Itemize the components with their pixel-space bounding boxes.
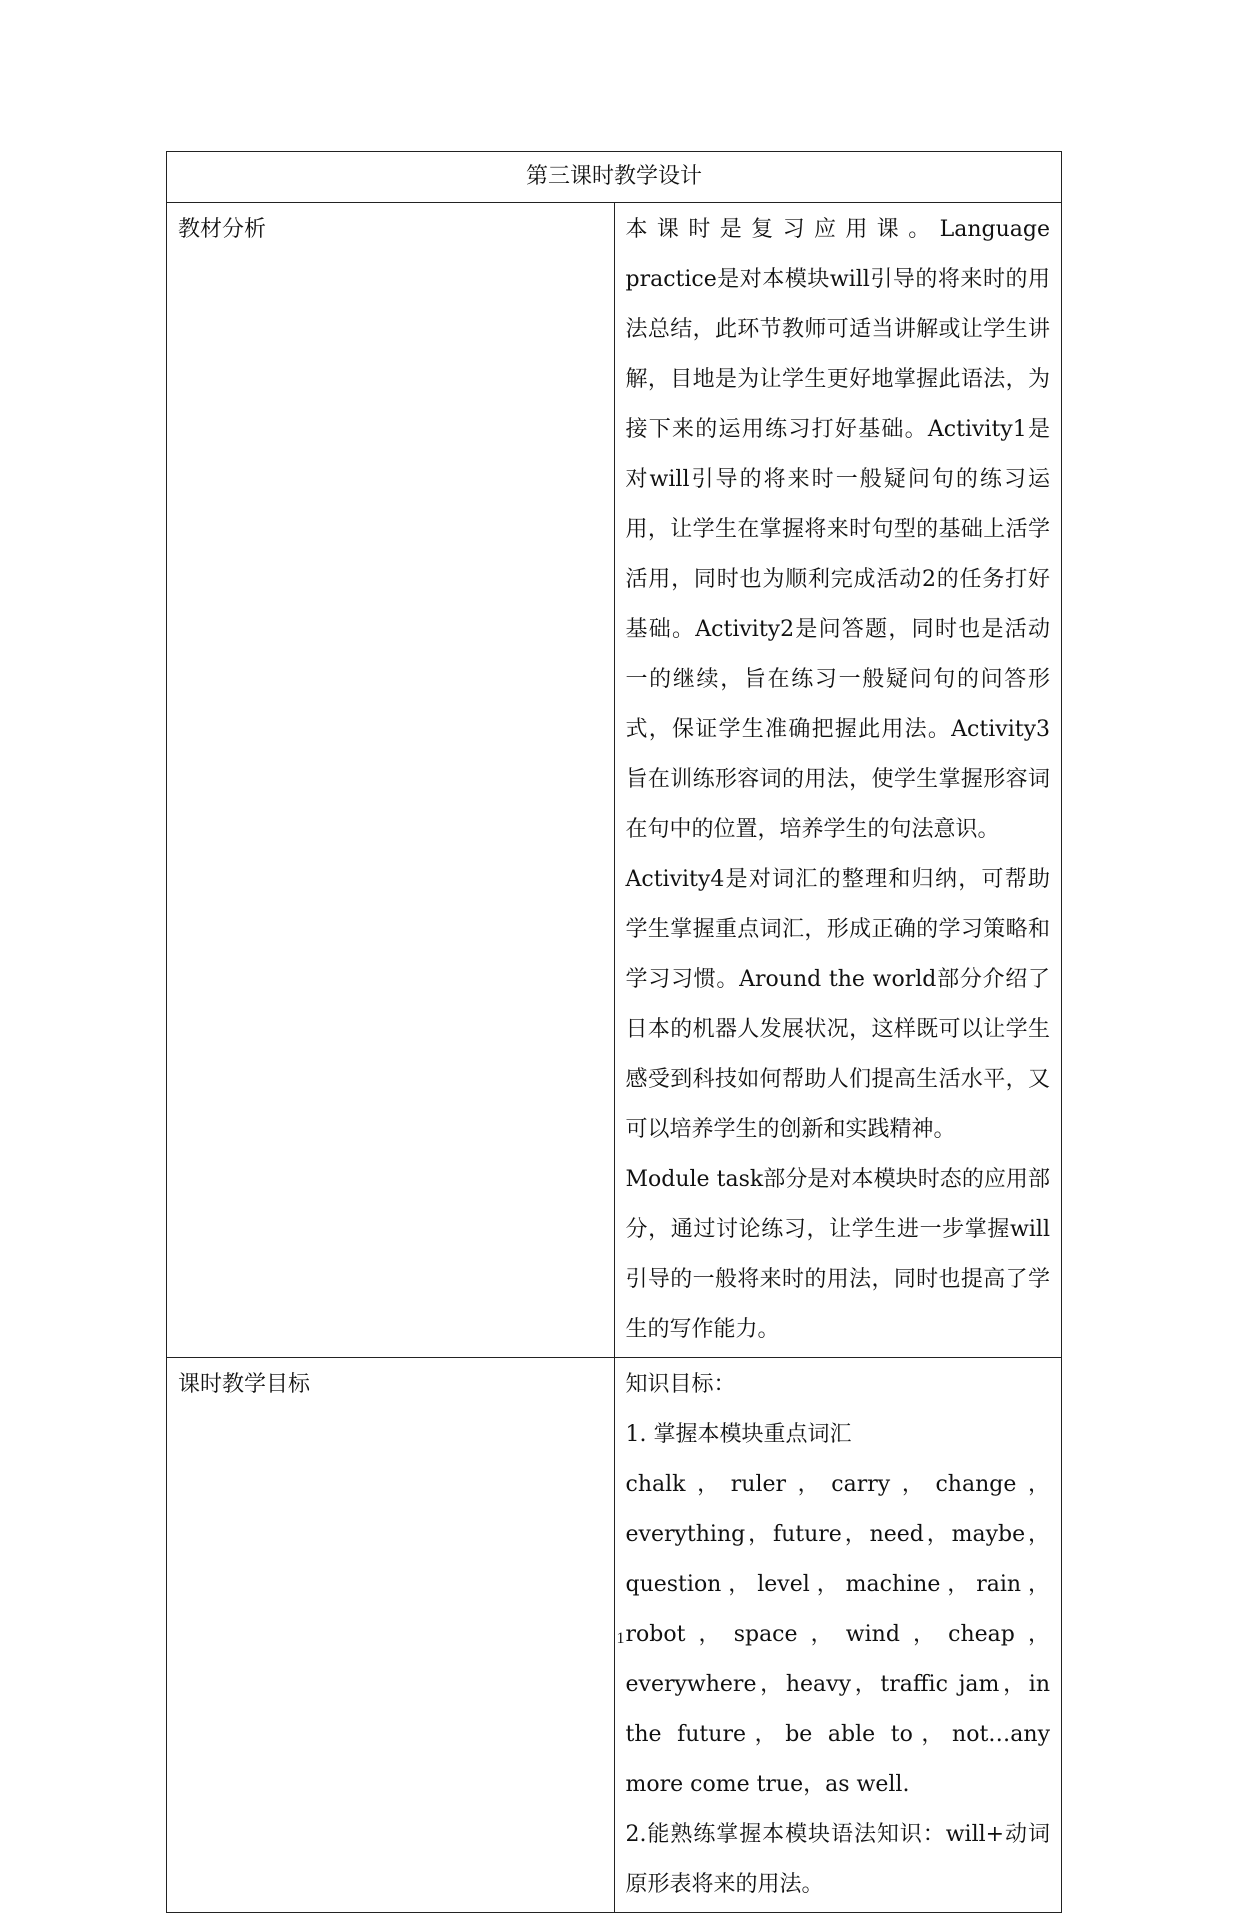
paragraph: 1. 掌握本模块重点词汇 — [625, 1422, 852, 1447]
lesson-plan-table — [166, 151, 1062, 1913]
paragraph: 知识目标： — [625, 1372, 736, 1397]
paragraph: 2.能熟练掌握本模块语法知识：will+动词原形表将来的用法。 — [625, 1822, 1050, 1897]
row-label-material-analysis: 教材分析 — [167, 203, 615, 1358]
row-content-material-analysis — [614, 203, 1062, 1358]
table-title: 第三课时教学设计 — [167, 152, 1062, 203]
paragraph: chalk，ruler，carry，change，everything，future，need，maybe，question，level，machine，rain，robot，space，wind，cheap，everywhere，heavy，traffic jam，in the future，be able to，not…any more come true，as well. — [625, 1472, 1050, 1797]
paragraph: Activity4是对词汇的整理和归纳，可帮助学生掌握重点词汇，形成正确的学习策略和学习习惯。Around the world部分介绍了日本的机器人发展状况，这样既可以让学生感受到科技如何帮助人们提高生活水平，又可以培养学生的创新和实践精神。 — [625, 867, 1050, 1142]
paragraph: 本课时是复习应用课。Language practice是对本模块will引导的将来时的用法总结，此环节教师可适当讲解或让学生讲解，目地是为让学生更好地掌握此语法，为接下来的运用练习打好基础。Activity1是对will引导的将来时一般疑问句的练习运用，让学生在掌握将来时句型的基础上活学活用，同时也为顺利完成活动2的任务打好基础。Activity2是问答题，同时也是活动一的继续，旨在练习一般疑问句的问答形式，保证学生准确把握此用法。Activity3旨在训练形容词的用法，使学生掌握形容词在句中的位置，培养学生的句法意识。 — [625, 217, 1050, 842]
table-title-row — [167, 152, 1062, 203]
row-label-lesson-objectives: 课时教学目标 — [167, 1358, 615, 1913]
page-number: 1 — [616, 1630, 625, 1647]
paragraph: Module task部分是对本模块时态的应用部分，通过讨论练习，让学生进一步掌握will引导的一般将来时的用法，同时也提高了学生的写作能力。 — [625, 1167, 1050, 1342]
table-row-material-analysis — [167, 203, 1062, 1358]
